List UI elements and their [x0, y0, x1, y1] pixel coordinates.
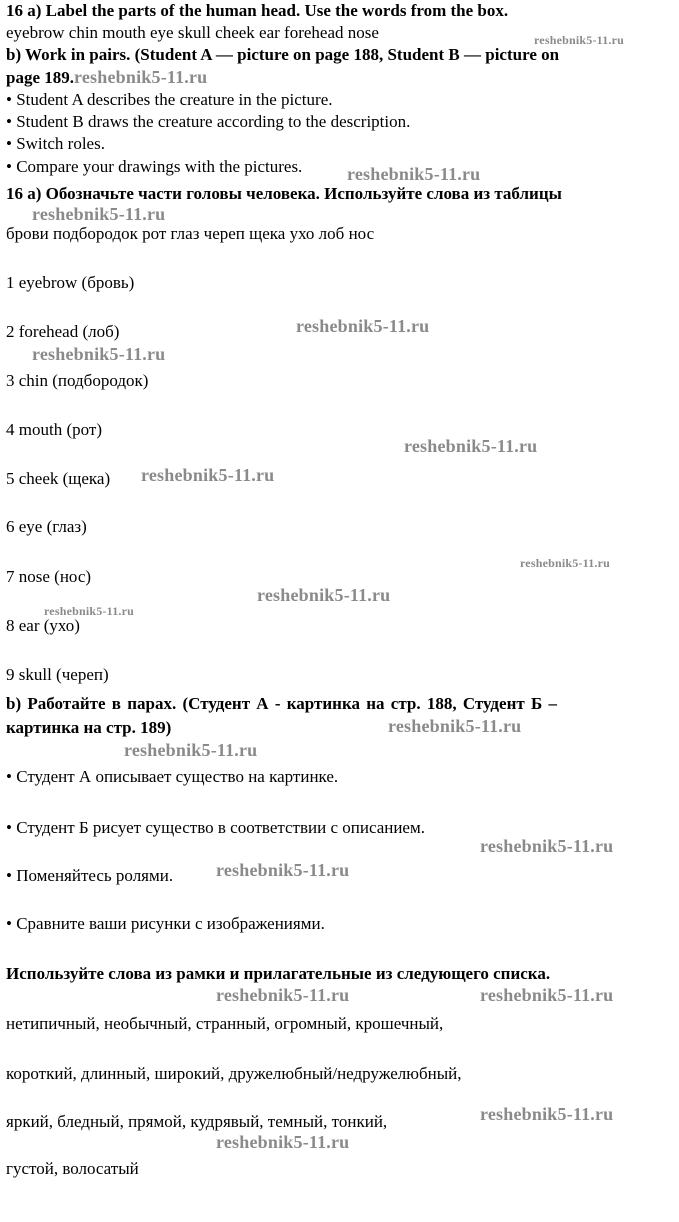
watermark: reshebnik5-11.ru [141, 465, 275, 485]
answer-item: 7 nose (нос) [6, 567, 92, 586]
watermark: reshebnik5-11.ru [388, 716, 522, 736]
list-item: • Switch roles. [6, 134, 105, 153]
answer-item: 3 chin (подбородок) [6, 371, 149, 390]
answer-item: 2 forehead (лоб) [6, 322, 120, 341]
watermark: reshebnik5-11.ru [480, 1104, 614, 1124]
watermark: reshebnik5-11.ru [124, 740, 258, 760]
list-item-ru: • Поменяйтесь ролями. [6, 866, 174, 885]
list-item-ru: • Студент Б рисует существо в соответствии с описанием. [6, 818, 425, 837]
list-item: • Student B draws the creature according to the description. [6, 112, 411, 131]
watermark: reshebnik5-11.ru [32, 344, 166, 364]
list-item-ru: • Студент А описывает существо на картинке. [6, 767, 339, 786]
task-16b-heading-ru-line2: картинка на стр. 189) [6, 718, 172, 737]
watermark: reshebnik5-11.ru [216, 985, 350, 1005]
task-16b-heading-line1: b) Work in pairs. (Student A — picture on page 188, Student B — picture on [6, 45, 560, 64]
task-16b-heading-ru-line1: b) Работайте в парах. (Студент А - картинка на стр. 188, Студент Б – [6, 694, 557, 713]
watermark: reshebnik5-11.ru [480, 836, 614, 856]
list-item-ru: • Сравните ваши рисунки с изображениями. [6, 914, 325, 933]
watermark: reshebnik5-11.ru [216, 860, 350, 880]
watermark: reshebnik5-11.ru [480, 985, 614, 1005]
word-box-ru: брови подбородок рот глаз череп щека ухо лоб нос [6, 224, 375, 243]
list-item: • Compare your drawings with the pictures. [6, 157, 303, 176]
watermark: reshebnik5-11.ru [44, 604, 134, 618]
answer-item: 1 eyebrow (бровь) [6, 273, 135, 292]
task-16a-heading: 16 a) Label the parts of the human head. Use the words from the box. [6, 1, 509, 20]
watermark: reshebnik5-11.ru [296, 316, 430, 336]
watermark: reshebnik5-11.ru [347, 164, 481, 184]
task-16a-heading-ru: 16 а) Обозначьте части головы человека. Используйте слова из таблицы [6, 184, 562, 203]
adjective-line: короткий, длинный, широкий, дружелюбный/недружелюбный, [6, 1064, 462, 1083]
answer-item: 5 cheek (щека) [6, 469, 111, 488]
watermark: reshebnik5-11.ru [404, 436, 538, 456]
watermark: reshebnik5-11.ru [257, 585, 391, 605]
watermark: reshebnik5-11.ru [216, 1132, 350, 1152]
task-16b-heading-line2 [6, 66, 207, 89]
answer-item: 4 mouth (рот) [6, 420, 102, 439]
adjective-line: нетипичный, необычный, странный, огромный, крошечный, [6, 1014, 444, 1033]
answer-item: 6 eye (глаз) [6, 517, 87, 536]
adjectives-heading: Используйте слова из рамки и прилагательные из следующего списка. [6, 964, 551, 983]
task-16b-heading-line2-text: page 189. [6, 68, 74, 87]
list-item: • Student A describes the creature in the picture. [6, 90, 333, 109]
adjective-line: густой, волосатый [6, 1159, 139, 1178]
watermark: reshebnik5-11.ru [32, 204, 166, 224]
answer-item: 8 ear (ухо) [6, 616, 80, 635]
word-box: eyebrow chin mouth eye skull cheek ear forehead nose [6, 23, 379, 42]
watermark: reshebnik5-11.ru [74, 67, 208, 87]
watermark: reshebnik5-11.ru [534, 33, 624, 47]
adjective-line: яркий, бледный, прямой, кудрявый, темный, тонкий, [6, 1112, 388, 1131]
answer-item: 9 skull (череп) [6, 665, 109, 684]
watermark: reshebnik5-11.ru [520, 556, 610, 570]
